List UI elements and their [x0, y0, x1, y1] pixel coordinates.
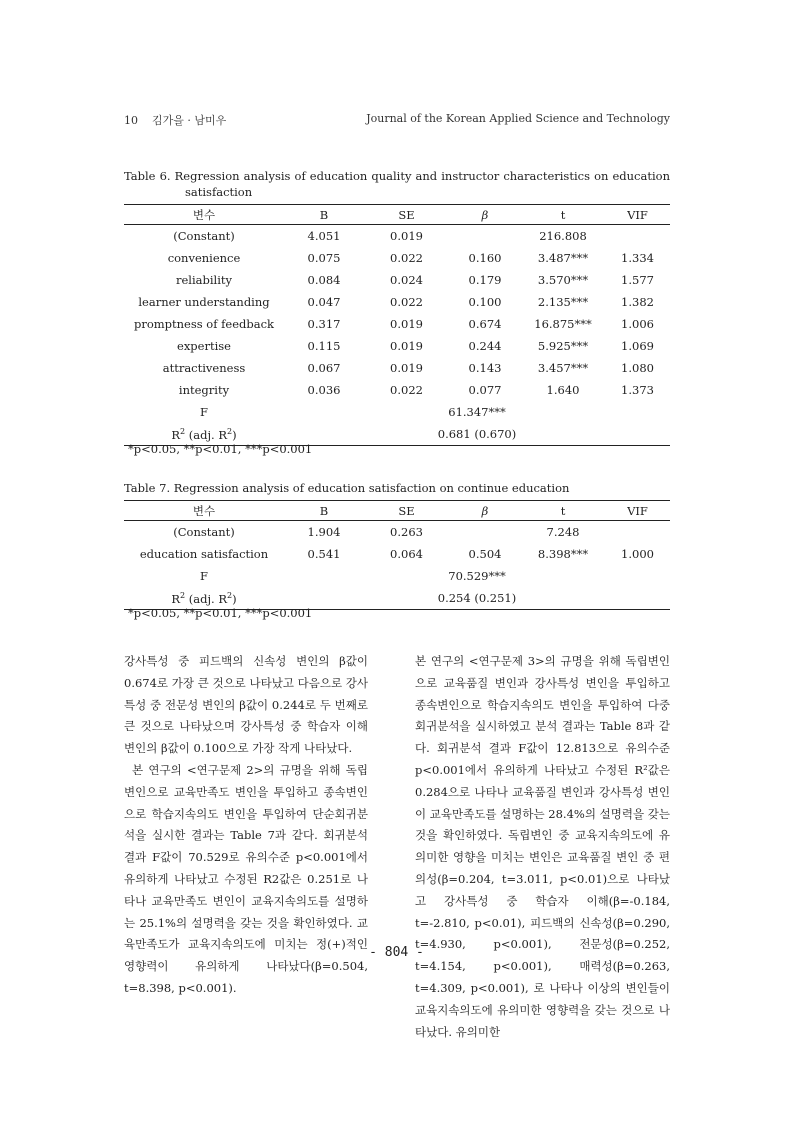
header-cell: t: [521, 501, 605, 521]
table-row: (Constant) 1.904 0.263 7.248: [173, 525, 580, 539]
table6-caption-line2: satisfaction: [185, 185, 253, 199]
body-paragraph: 본 연구의 <연구문제 2>의 규명을 위해 독립변인으로 교육만족도 변인을 투입하고 종속변인으로 학습지속의도 변인을 투입하여 단순회귀분석을 실시한 결과는 Table 7과 같다. 회귀분석 결과 F값이 70.529로 유의수준 p<0.001에서 유의하게 나타났고 수정된 R2값은 0.251로 나타나 교육만족도 변인이 교육지속의도를 설명하는 25.1%의 설명력을 갖는 것을 확인하였다. 교육만족도가 교육지속의도에 미치는 정(+)적인 영향력이 유의하게 나타났다(β=0.504, t=8.398, p<0.001).: [124, 762, 368, 995]
table-row: learner understanding 0.047 0.022 0.100 2.135*** 1.382: [138, 295, 654, 309]
table7: [124, 500, 670, 610]
header-cell: B: [284, 501, 364, 521]
header-left: [124, 112, 226, 128]
table-header-row: [124, 501, 670, 521]
body-paragraph: 강사특성 중 피드백의 신속성 변인의 β값이 0.674로 가장 큰 것으로 나타났고 다음으로 강사특성 중 전문성 변인의 β값이 0.244로 두 번째로 큰 것으로 나타났으며 강사특성 중 학습자 이해 변인의 β값이 0.100으로 가장 작게 나타났다.: [124, 654, 368, 756]
page-number-footer: - 804 -: [369, 945, 424, 960]
body-right-column: [415, 651, 670, 1043]
table-row: attractiveness 0.067 0.019 0.143 3.457*** 1.080: [162, 361, 654, 375]
table-row: expertise 0.115 0.019 0.244 5.925*** 1.069: [177, 339, 654, 353]
table-row: convenience 0.075 0.022 0.160 3.487*** 1.334: [167, 251, 654, 265]
table7-caption: Table 7. Regression analysis of education satisfaction on continue education: [124, 481, 570, 495]
table-header-row: [124, 205, 670, 225]
body-paragraph: 본 연구의 <연구문제 3>의 규명을 위해 독립변인으로 교육품질 변인과 강사특성 변인을 투입하고 종속변인으로 학습지속의도 변인을 투입하여 다중회귀분석을 실시하였고 분석 결과는 Table 8과 같다. 회귀분석 결과 F값이 12.813으로 유의수준 p<0.001에서 유의하게 나타났고 수정된 R²값은 0.284으로 나타나 교육품질 변인과 강사특성 변인이 교육만족도를 설명하는 28.4%의 설명력을 갖는 것을 확인하였다. 독립변인 중 교육지속의도에 유의미한 영향을 미치는 변인은 교육품질 변인 중 편의성(β=0.204, t=3.011, p<0.01)으로 나타났고 강사특성 중 학습자 이해(β=-0.184, t=-2.810, p<0.01), 피드백의 신속성(β=0.290, t=4.930, p<0.001), 전문성(β=0.252, t=4.154, p<0.001), 매력성(β=0.263, t=4.309, p<0.001), 로 나타나 이상의 변인들이 교육지속의도에 유의미한 영향력을 갖는 것으로 나타났다. 유의미한: [415, 654, 670, 1039]
table-row: integrity 0.036 0.022 0.077 1.640 1.373: [178, 383, 654, 397]
table-row: promptness of feedback 0.317 0.019 0.674 16.875*** 1.006: [133, 317, 654, 331]
table7-significance-note: *p<0.05, **p<0.01, ***p<0.001: [128, 606, 313, 620]
header-journal: Journal of the Korean Applied Science and Technology: [366, 112, 670, 125]
header-cell: SE: [364, 501, 449, 521]
table6: [124, 204, 670, 446]
header-cell: VIF: [605, 501, 670, 521]
header-cell: 변수: [124, 501, 284, 521]
f-row: F 61.347***: [200, 405, 506, 419]
header-page-number: 10: [124, 114, 138, 127]
table6-caption-line1: Table 6. Regression analysis of education quality and instructor characteristics on education: [124, 169, 670, 183]
header-cell: 변수: [124, 205, 284, 225]
table6-caption: [124, 168, 670, 200]
r2-row: $R^2$ (adj. $R^2$) 0.681 (0.670): [124, 423, 670, 446]
header-cell: t: [521, 205, 605, 225]
f-row: F 70.529***: [200, 569, 506, 583]
table-row: education satisfaction 0.541 0.064 0.504 8.398*** 1.000: [139, 547, 654, 561]
r2-row: $R^2$ (adj. $R^2$) 0.254 (0.251): [124, 587, 670, 610]
table6-significance-note: *p<0.05, **p<0.01, ***p<0.001: [128, 442, 313, 456]
header-cell: β: [449, 205, 521, 225]
header-authors: 김가을 · 남미우: [152, 114, 227, 127]
table-row: (Constant) 4.051 0.019 216.808: [173, 229, 587, 243]
header-cell: B: [284, 205, 364, 225]
header-cell: β: [449, 501, 521, 521]
table-row: reliability 0.084 0.024 0.179 3.570*** 1.577: [175, 273, 654, 287]
header-cell: VIF: [605, 205, 670, 225]
header-cell: SE: [364, 205, 449, 225]
r2-label: $R^2$ (adj. $R^2$): [124, 587, 284, 610]
r2-label: $R^2$ (adj. $R^2$): [124, 423, 284, 446]
